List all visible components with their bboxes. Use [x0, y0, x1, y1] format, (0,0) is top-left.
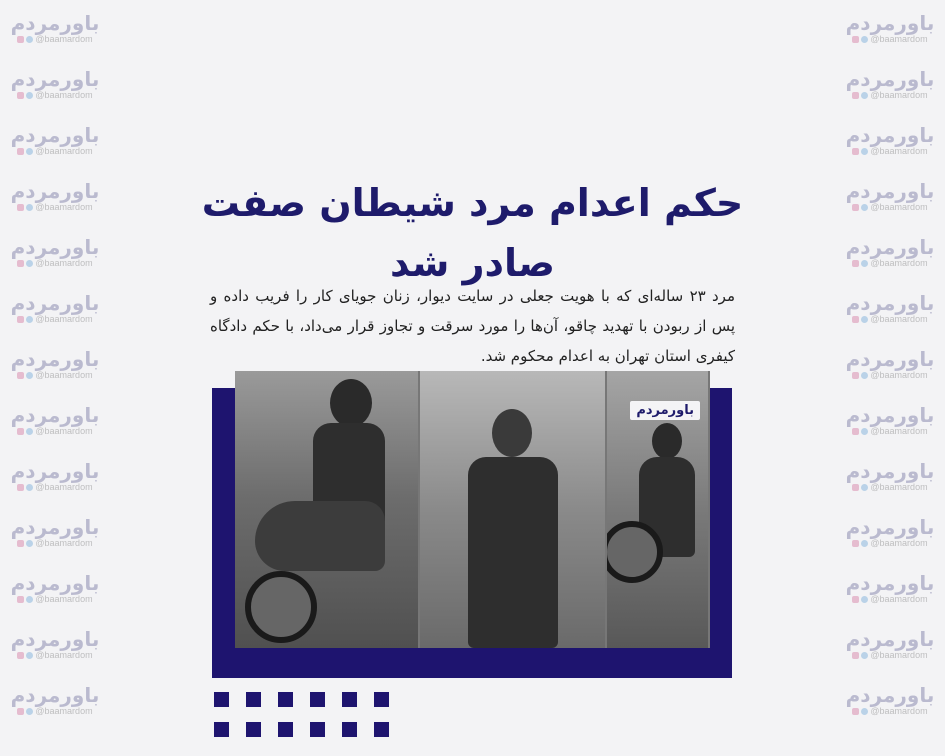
watermark-logo: باورمردم [10, 571, 100, 595]
instagram-icon [852, 36, 859, 43]
watermark [835, 448, 945, 504]
watermark-handle: @baamardom [870, 314, 928, 324]
watermark-logo: باورمردم [845, 291, 935, 315]
watermark-handle: @baamardom [35, 146, 93, 156]
watermark [0, 616, 110, 672]
instagram-icon [852, 428, 859, 435]
dot [310, 722, 325, 737]
telegram-icon [861, 204, 868, 211]
watermark-handle: @baamardom [35, 258, 93, 268]
watermark-handle: @baamardom [35, 314, 93, 324]
telegram-icon [861, 36, 868, 43]
instagram-icon [852, 92, 859, 99]
news-photo [235, 371, 710, 648]
watermark [835, 672, 945, 728]
watermark-handle: @baamardom [870, 34, 928, 44]
telegram-icon [26, 540, 33, 547]
dot [246, 692, 261, 707]
dot [278, 722, 293, 737]
photo-logo: باورمردم [630, 401, 700, 420]
telegram-icon [861, 428, 868, 435]
telegram-icon [26, 596, 33, 603]
watermark [0, 392, 110, 448]
watermark-handle: @baamardom [35, 482, 93, 492]
instagram-icon [17, 260, 24, 267]
watermark-handle: @baamardom [35, 34, 93, 44]
watermark-logo: باورمردم [10, 67, 100, 91]
watermark-logo: باورمردم [845, 403, 935, 427]
telegram-icon [861, 652, 868, 659]
watermark-logo: باورمردم [10, 179, 100, 203]
watermark [0, 168, 110, 224]
watermark-logo: باورمردم [845, 515, 935, 539]
instagram-icon [17, 36, 24, 43]
watermark [0, 336, 110, 392]
watermark [835, 280, 945, 336]
watermark-logo: باورمردم [845, 11, 935, 35]
telegram-icon [861, 92, 868, 99]
watermark-handle: @baamardom [870, 594, 928, 604]
watermark-handle: @baamardom [35, 90, 93, 100]
watermark-column-left [0, 0, 110, 756]
telegram-icon [26, 708, 33, 715]
person-head [492, 409, 532, 457]
telegram-icon [26, 148, 33, 155]
telegram-icon [861, 540, 868, 547]
watermark-logo: باورمردم [10, 11, 100, 35]
motorcycle-wheel [607, 521, 663, 583]
watermark-handle: @baamardom [870, 650, 928, 660]
watermark-logo: باورمردم [845, 571, 935, 595]
watermark [0, 112, 110, 168]
instagram-icon [852, 484, 859, 491]
telegram-icon [26, 652, 33, 659]
watermark-handle: @baamardom [35, 370, 93, 380]
watermark [835, 392, 945, 448]
instagram-icon [17, 428, 24, 435]
watermark [835, 0, 945, 56]
watermark [0, 0, 110, 56]
watermark [835, 504, 945, 560]
watermark-handle: @baamardom [870, 426, 928, 436]
watermark [835, 56, 945, 112]
watermark-logo: باورمردم [845, 347, 935, 371]
dot [214, 692, 229, 707]
motorcycle [255, 501, 385, 571]
telegram-icon [861, 316, 868, 323]
instagram-icon [852, 372, 859, 379]
watermark [0, 672, 110, 728]
dot [214, 722, 229, 737]
watermark-logo: باورمردم [845, 627, 935, 651]
watermark-handle: @baamardom [35, 650, 93, 660]
telegram-icon [26, 92, 33, 99]
watermark [0, 504, 110, 560]
watermark [835, 112, 945, 168]
instagram-icon [17, 708, 24, 715]
watermark-logo: باورمردم [10, 515, 100, 539]
watermark-handle: @baamardom [35, 538, 93, 548]
watermark-column-right [835, 0, 945, 756]
instagram-icon [17, 484, 24, 491]
watermark [0, 280, 110, 336]
watermark [835, 616, 945, 672]
decorative-dot-grid [214, 692, 394, 742]
instagram-icon [17, 148, 24, 155]
watermark [0, 448, 110, 504]
watermark-handle: @baamardom [35, 202, 93, 212]
watermark [0, 56, 110, 112]
helmet [330, 379, 372, 427]
photo-panel-suspect-on-motorcycle [235, 371, 418, 648]
telegram-icon [861, 260, 868, 267]
watermark-handle: @baamardom [870, 202, 928, 212]
dot [374, 722, 389, 737]
watermark [0, 560, 110, 616]
telegram-icon [26, 260, 33, 267]
watermark-logo: باورمردم [10, 459, 100, 483]
instagram-icon [852, 204, 859, 211]
telegram-icon [26, 484, 33, 491]
telegram-icon [26, 372, 33, 379]
watermark-handle: @baamardom [870, 258, 928, 268]
watermark-logo: باورمردم [845, 459, 935, 483]
watermark-logo: باورمردم [10, 683, 100, 707]
telegram-icon [861, 148, 868, 155]
watermark-logo: باورمردم [845, 683, 935, 707]
instagram-icon [852, 708, 859, 715]
telegram-icon [26, 316, 33, 323]
motorcycle-wheel [245, 571, 317, 643]
dot [342, 692, 357, 707]
telegram-icon [861, 484, 868, 491]
watermark [0, 224, 110, 280]
instagram-icon [17, 92, 24, 99]
instagram-icon [17, 652, 24, 659]
instagram-icon [852, 652, 859, 659]
watermark-handle: @baamardom [870, 90, 928, 100]
watermark-logo: باورمردم [845, 123, 935, 147]
watermark-logo: باورمردم [10, 123, 100, 147]
dot [278, 692, 293, 707]
watermark [835, 168, 945, 224]
dot [310, 692, 325, 707]
watermark [835, 336, 945, 392]
watermark-handle: @baamardom [870, 370, 928, 380]
watermark-logo: باورمردم [10, 347, 100, 371]
instagram-icon [17, 596, 24, 603]
watermark-handle: @baamardom [870, 706, 928, 716]
watermark-logo: باورمردم [845, 67, 935, 91]
watermark-logo: باورمردم [10, 627, 100, 651]
watermark-handle: @baamardom [870, 482, 928, 492]
watermark [835, 224, 945, 280]
watermark-logo: باورمردم [10, 235, 100, 259]
watermark-logo: باورمردم [10, 291, 100, 315]
instagram-icon [852, 148, 859, 155]
instagram-icon [852, 596, 859, 603]
telegram-icon [26, 36, 33, 43]
instagram-icon [852, 540, 859, 547]
helmet [652, 423, 682, 459]
instagram-icon [17, 316, 24, 323]
instagram-icon [852, 260, 859, 267]
watermark-handle: @baamardom [35, 594, 93, 604]
lead-paragraph: مرد ۲۳ ساله‌ای که با هویت جعلی در سایت دیوار، زنان جویای کار را فریب داده و پس از ربودن با تهدید چاقو، آن‌ها را مورد سرقت و تجاوز قرار می‌داد، با حکم دادگاه کیفری استان تهران به اعدام محکوم شد. [210, 287, 735, 365]
photo-panel-suspect-on-motorcycle-2 [607, 371, 708, 648]
telegram-icon [26, 204, 33, 211]
watermark-handle: @baamardom [870, 146, 928, 156]
watermark-logo: باورمردم [10, 403, 100, 427]
telegram-icon [26, 428, 33, 435]
watermark-handle: @baamardom [35, 706, 93, 716]
instagram-icon [17, 372, 24, 379]
watermark-logo: باورمردم [845, 179, 935, 203]
person-body [468, 457, 558, 648]
watermark-logo: باورمردم [845, 235, 935, 259]
telegram-icon [861, 708, 868, 715]
dot [374, 692, 389, 707]
headline: حکم اعدام مرد شیطان صفت صادر شد [201, 181, 744, 286]
watermark-handle: @baamardom [870, 538, 928, 548]
telegram-icon [861, 596, 868, 603]
instagram-icon [17, 540, 24, 547]
watermark-handle: @baamardom [35, 426, 93, 436]
dot [246, 722, 261, 737]
telegram-icon [861, 372, 868, 379]
photo-panel-suspect-standing [420, 371, 605, 648]
dot [342, 722, 357, 737]
watermark [835, 560, 945, 616]
instagram-icon [17, 204, 24, 211]
instagram-icon [852, 316, 859, 323]
